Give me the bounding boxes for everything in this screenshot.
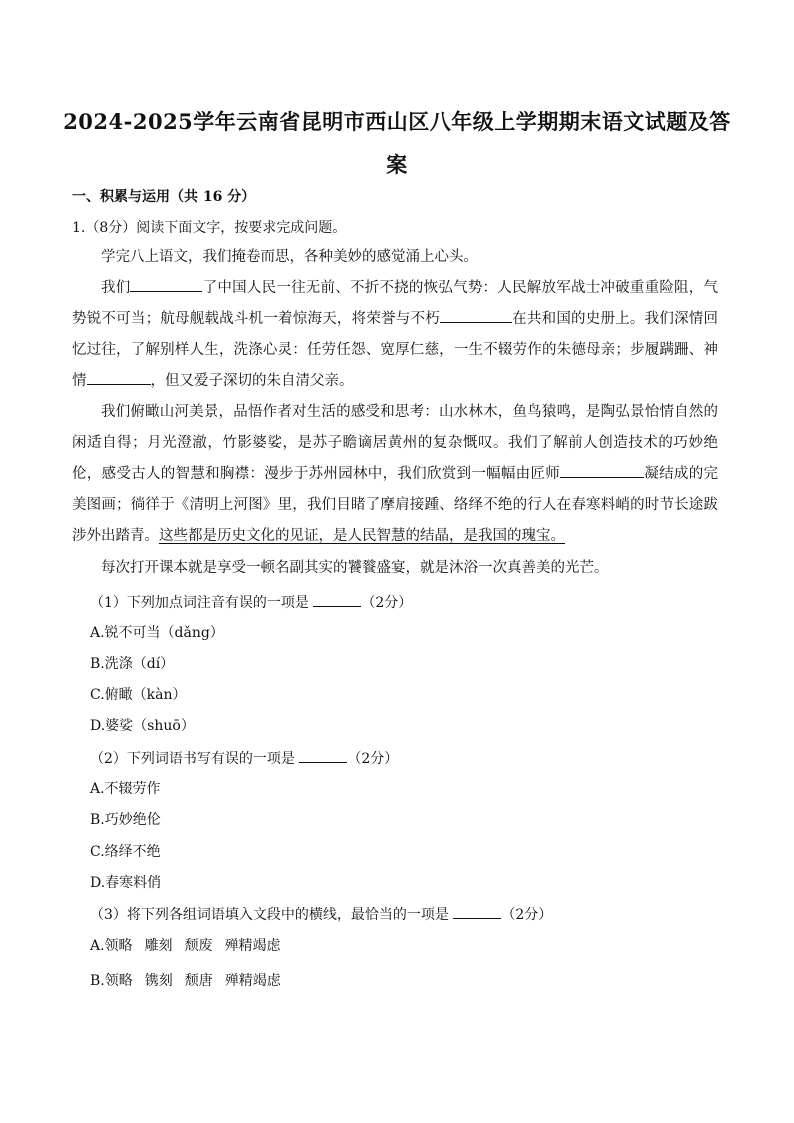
subquestion-3-stem: （3）将下列各组词语填入文段中的横线，最恰当的一项是 [90,907,449,923]
para2-text-d: ，但又爱子深切的朱自清父亲。 [150,373,354,389]
subquestion-3-score: （2分） [501,907,553,923]
option-3a-word-4: 殚精竭虑 [224,938,281,954]
option-1b: B.洗涤（dí） [90,656,175,672]
option-3b-word-2: 镌刻 [144,973,173,989]
option-2d: D.春寒料俏 [90,875,162,891]
option-3b-word-1: B.领略 [90,973,133,989]
option-2a: A.不辍劳作 [90,781,161,797]
option-3a-word-2: 雕刻 [144,938,173,954]
page-title: 2024-2025学年云南省昆明市西山区八年级上学期期末语文试题及答案 [63,109,731,177]
answer-blank-2 [299,748,347,763]
para2-text-b: 了中国人民一往无前、不折不挠的恢弘气势：人民解放军战士冲破重重险阻，气势锐不可当；航母舰载战斗机一着惊海天，将荣誉与不朽 [72,280,719,327]
blank-4 [560,463,644,478]
option-3a [90,936,281,956]
option-1d: D.婆娑（shuō） [90,718,195,734]
para3-text-a: 我们俯瞰山河美景，品悟作者对生活的感受和思考：山水林木，鱼鸟猿鸣，是陶弘景怡情自然的闲适自得；月光澄澈，竹影婆娑，是苏子瞻谪居黄州的复杂慨叹。我们了解前人创造技术的巧妙绝伦，感受古人的智慧和胸襟：漫步于苏州园林中，我们欣赏到一幅幅由匠师 [72,404,718,482]
option-3b-word-4: 殚精竭虑 [224,973,281,989]
option-3b [90,971,281,991]
option-1a: A.锐不可当（dǎng） [90,625,224,641]
subquestion-3 [90,904,552,925]
option-2b: B.巧妙绝伦 [90,812,161,828]
passage-paragraph-1: 学完八上语文，我们掩卷而思，各种美妙的感觉涌上心头。 [101,249,478,265]
para2-text-a: 我们 [101,280,131,296]
subquestion-1-stem: （1）下列加点词注音有误的一项是 [90,595,309,611]
option-1c: C.俯瞰（kàn） [90,687,187,703]
subquestion-2 [90,748,398,769]
subquestion-2-stem: （2）下列词语书写有误的一项是 [90,751,295,767]
passage-paragraph-4: 每次打开课本就是享受一顿名副其实的饕餮盛宴，就是沐浴一次真善美的光芒。 [101,560,609,576]
passage-paragraph-2 [72,273,718,397]
option-2c: C.络绎不绝 [90,844,161,860]
subquestion-1-score: （2分） [361,595,413,611]
blank-2 [440,308,512,323]
option-3a-word-1: A.领略 [90,938,133,954]
section-heading: 一、积累与运用（共 16 分） [72,189,256,205]
answer-blank-3 [453,904,501,919]
question-1-stem: 1.（8分）阅读下面文字，按要求完成问题。 [72,220,347,236]
underlined-sentence: 这些都是历史文化的见证，是人民智慧的结晶，是我国的瑰宝。 [159,528,565,544]
blank-1 [130,277,202,292]
answer-blank-1 [313,592,361,607]
blank-3 [87,370,151,385]
passage-paragraph-3 [72,397,718,552]
option-3a-word-3: 颓废 [184,938,213,954]
para3-text-b: 凝结成的完美图画；徜徉于《清明上河图》里，我们目睹了摩肩接踵、络绎不绝的行人在春寒料峭的时节长途跋涉外出踏青。 [72,466,719,544]
subquestion-2-score: （2分） [347,751,399,767]
subquestion-1 [90,592,412,613]
para2-text-c: 在共和国的史册上。我们深情回忆过往，了解别样人生，洗涤心灵：任劳任怨、宽厚仁慈，一生不辍劳作的朱德母亲；步履蹒跚、神情 [72,311,719,389]
option-3b-word-3: 颓唐 [184,973,213,989]
